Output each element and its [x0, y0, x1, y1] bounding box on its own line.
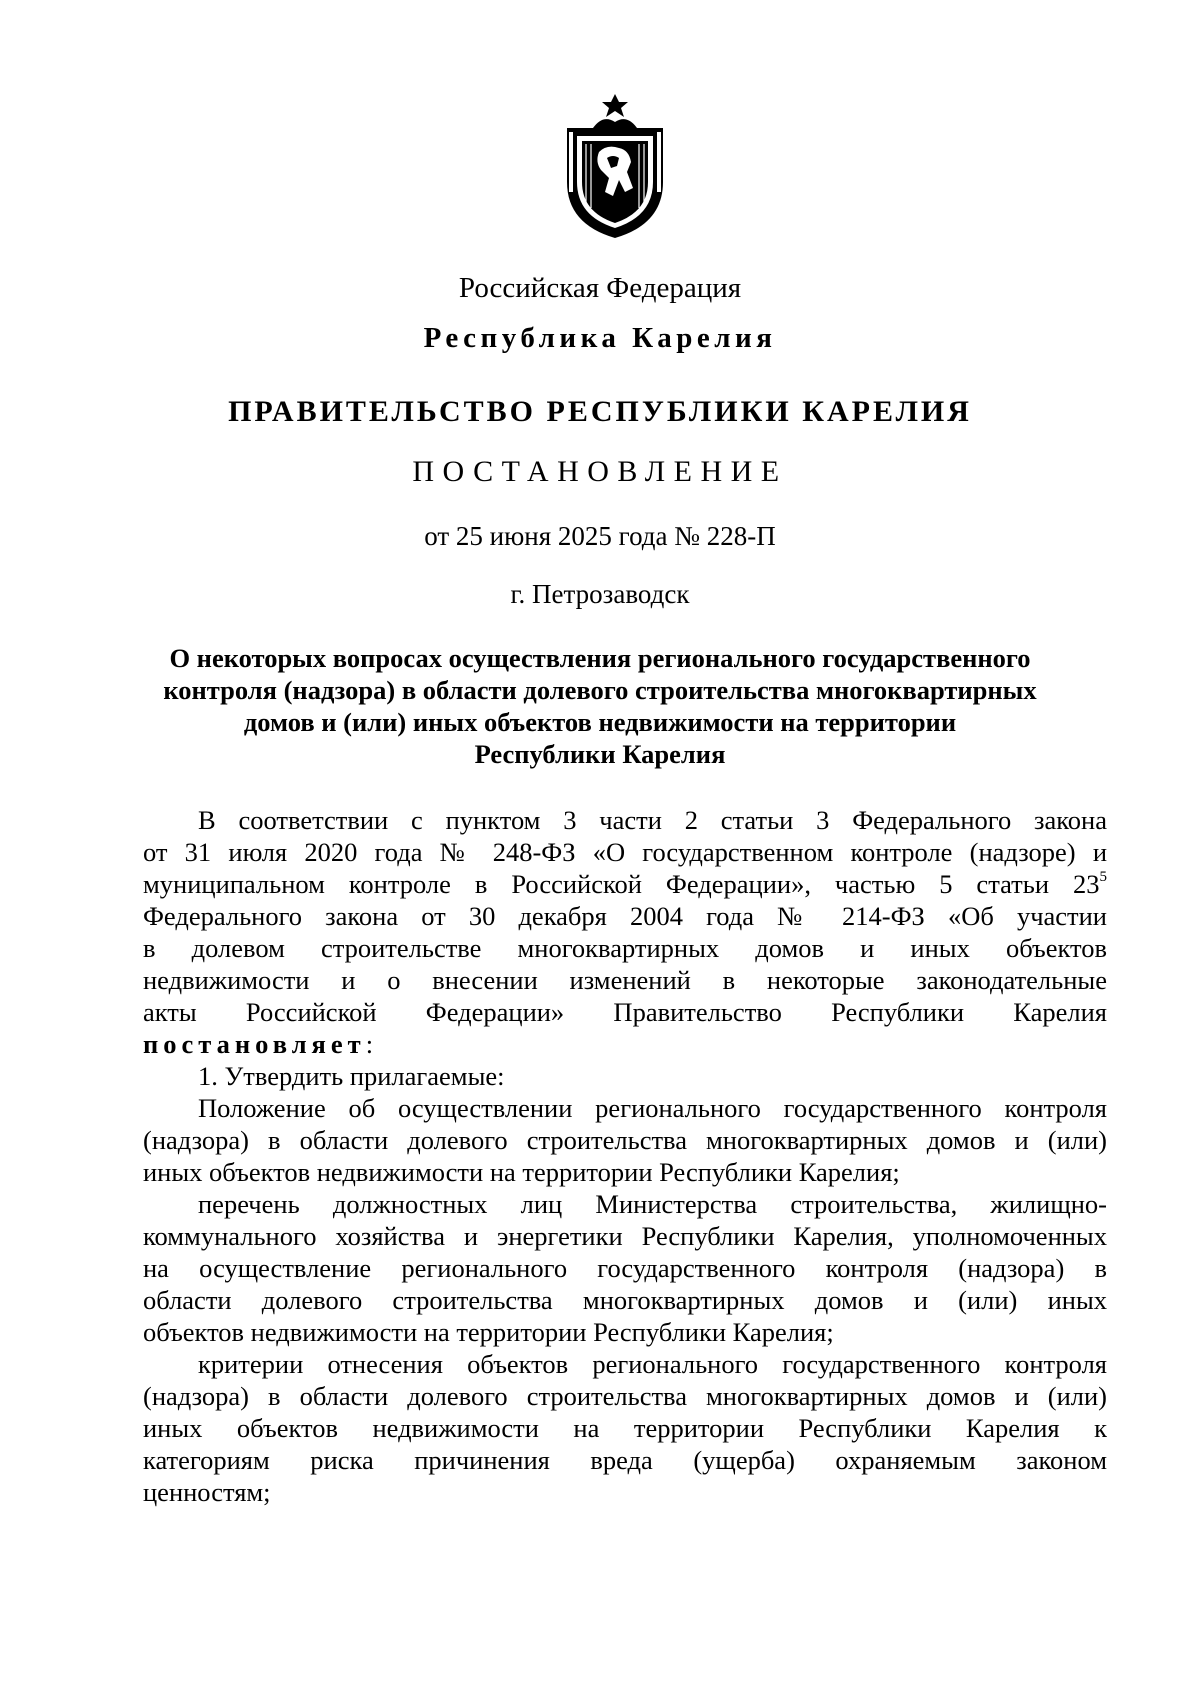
- paragraph-line: Положение об осуществлении регионального государственного контроля: [198, 1093, 1107, 1123]
- title-line: контроля (надзора) в области долевого строительства многоквартирных: [163, 675, 1037, 705]
- title-line: О некоторых вопросах осуществления регионального государственного: [169, 643, 1031, 673]
- republic-heading: Республика Карелия: [423, 322, 777, 354]
- resolves-punct: :: [365, 1029, 374, 1059]
- document-type-heading: ПОСТАНОВЛЕНИЕ: [412, 455, 788, 488]
- coat-of-arms-emblem: [555, 92, 675, 242]
- country-heading: Российская Федерация: [458, 272, 742, 304]
- resolves-line: [143, 1028, 1107, 1060]
- paragraph-line: на осуществление регионального государственного контроля (надзора) в: [143, 1253, 1107, 1283]
- paragraph-line: категориям риска причинения вреда (ущерба) охраняемым законом: [143, 1445, 1107, 1475]
- date-and-number: от 25 июня 2025 года № 228-П: [424, 521, 776, 551]
- paragraph-line: объектов недвижимости на территории Республики Карелия;: [143, 1317, 834, 1347]
- title-line: домов и (или) иных объектов недвижимости на территории: [243, 707, 957, 737]
- preamble-line: В соответствии с пунктом 3 части 2 статьи 3 Федерального закона: [198, 805, 1107, 835]
- paragraph-line: перечень должностных лиц Министерства строительства, жилищно-: [198, 1189, 1107, 1219]
- preamble-line: [143, 868, 1107, 900]
- preamble-line: от 31 июля 2020 года № 248-ФЗ «О государственном контроле (надзоре) и: [143, 837, 1107, 867]
- title-line: Республики Карелия: [474, 739, 726, 769]
- paragraph-line: критерии отнесения объектов регионального государственного контроля: [198, 1349, 1107, 1379]
- document-body: [143, 804, 1107, 1508]
- preamble-line: недвижимости и о внесении изменений в некоторые законодательные: [143, 965, 1107, 995]
- city: г. Петрозаводск: [510, 579, 690, 609]
- paragraph-line: иных объектов недвижимости на территории Республики Карелия к: [143, 1413, 1107, 1443]
- paragraph-line: коммунального хозяйства и энергетики Республики Карелия, уполномоченных: [143, 1221, 1107, 1251]
- superscript: 5: [1099, 869, 1107, 885]
- preamble-line: акты Российской Федерации» Правительство Республики Карелия: [143, 997, 1107, 1027]
- paragraph-line: области долевого строительства многоквартирных домов и (или) иных: [143, 1285, 1107, 1315]
- preamble-text: муниципальном контроле в Российской Федерации», частью 5 статьи 23: [143, 869, 1100, 899]
- preamble-line: в долевом строительстве многоквартирных домов и иных объектов: [143, 933, 1107, 963]
- paragraph-line: иных объектов недвижимости на территории Республики Карелия;: [143, 1157, 900, 1187]
- government-heading: ПРАВИТЕЛЬСТВО РЕСПУБЛИКИ КАРЕЛИЯ: [228, 395, 972, 428]
- item-1: 1. Утвердить прилагаемые:: [198, 1061, 505, 1091]
- paragraph-line: ценностям;: [143, 1477, 271, 1507]
- preamble-line: Федерального закона от 30 декабря 2004 года № 214-ФЗ «Об участии: [143, 901, 1107, 931]
- paragraph-line: (надзора) в области долевого строительства многоквартирных домов и (или): [143, 1125, 1107, 1155]
- paragraph-line: (надзора) в области долевого строительства многоквартирных домов и (или): [143, 1381, 1107, 1411]
- document-title: [0, 642, 1200, 770]
- resolves-word: постановляет: [143, 1029, 366, 1059]
